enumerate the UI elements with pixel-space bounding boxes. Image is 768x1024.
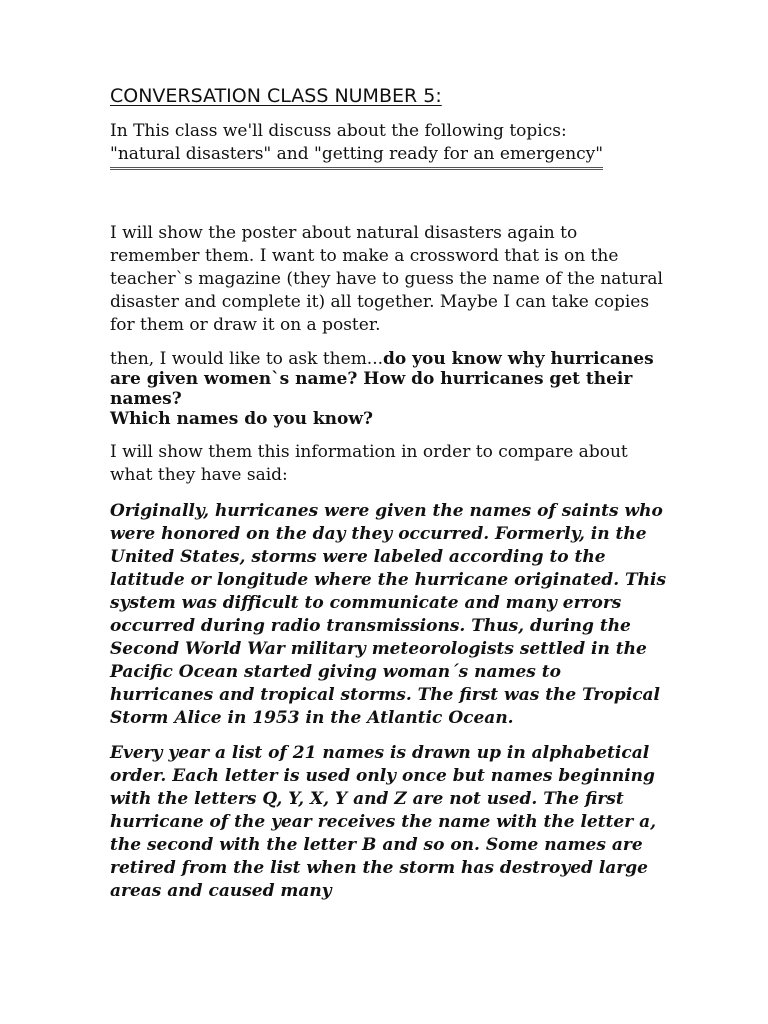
document-page xyxy=(110,84,670,903)
questions-lead: then, I would like to ask them... xyxy=(110,349,384,369)
compare-paragraph: I will show them this information in order to compare about what they have said: xyxy=(110,442,628,485)
questions-bold: do you know why hurricanes are given women`s name? How do hurricanes get their names? xyxy=(110,349,654,409)
document-title: CONVERSATION CLASS NUMBER 5: xyxy=(110,85,442,107)
poster-paragraph: I will show the poster about natural disasters again to remember them. I want to make a crossword that is on the teacher`s magazine (they have to guess the name of the natural disaster and complete it) all together. Maybe I can take copies for them or draw it on a poster. xyxy=(110,223,663,335)
intro-line: In This class we'll discuss about the following topics: xyxy=(110,121,567,141)
topics-line: "natural disasters" and "getting ready for an emergency" xyxy=(110,143,603,170)
every-year-paragraph: Every year a list of 21 names is drawn up in alphabetical order. Each letter is used only once but names beginning with the letters Q, Y, X, Y and Z are not used. The first hurricane of the year receives the name with the letter a, the second with the letter B and so on. Some names are retired from the list when the storm has destroyed large areas and caused many xyxy=(110,743,657,901)
questions-which: Which names do you know? xyxy=(110,409,373,429)
originally-paragraph: Originally, hurricanes were given the names of saints who were honored on the day they occurred. Formerly, in the United States, storms were labeled according to the latitude or longitude where the hurricane originated. This system was difficult to communicate and many errors occurred during radio transmissions. Thus, during the Second World War military meteorologists settled in the Pacific Ocean started giving woman´s names to hurricanes and tropical storms. The first was the Tropical Storm Alice in 1953 in the Atlantic Ocean. xyxy=(110,501,667,728)
intro-block xyxy=(110,120,670,170)
questions-paragraph xyxy=(110,349,670,429)
